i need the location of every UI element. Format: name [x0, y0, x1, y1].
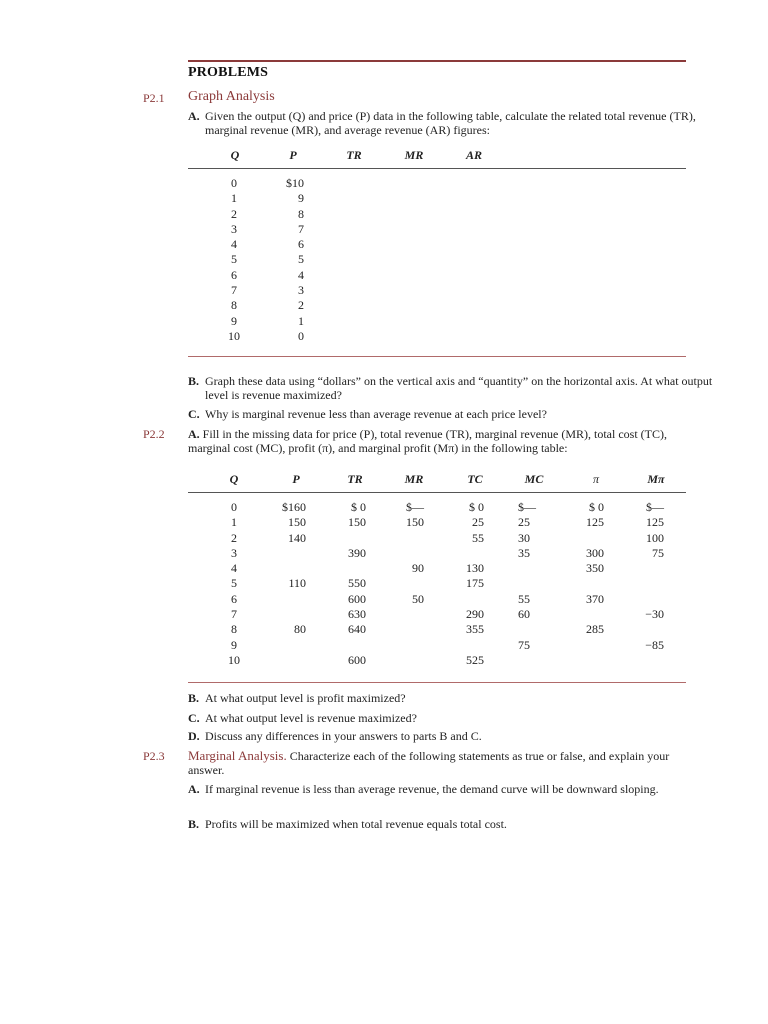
- p22-a-text: Fill in the missing data for price (P), total revenue (TR), marginal revenue (MR), total cost (TC), marginal cost (MC), profit (π), and marginal profit (Mπ) in the following table:: [188, 427, 667, 455]
- t1-p-cell: $10: [286, 176, 304, 190]
- t2-p-cell: [262, 638, 306, 653]
- p23-b-text: Profits will be maximized when total revenue equals total cost.: [205, 817, 507, 831]
- t2-tr-cell: 630: [348, 607, 366, 622]
- p23-part-b: [188, 817, 715, 831]
- t2-p-cell: 150: [288, 515, 306, 530]
- t2-column-q: [214, 500, 254, 668]
- t2-pi-cell: 350: [586, 561, 604, 576]
- t2-tr-cell: 600: [348, 652, 366, 667]
- t1-header-mr: MR: [404, 148, 424, 162]
- p22-part-d: [188, 729, 715, 743]
- t2-q-cell: 1: [231, 515, 237, 530]
- p23-intro: [188, 749, 698, 777]
- t1-header-q: Q: [230, 148, 240, 162]
- p23-b-label: B.: [188, 817, 200, 831]
- p21-part-c: [188, 407, 715, 421]
- t2-mc-cell: 60: [518, 607, 530, 622]
- t2-p-cell: [262, 607, 306, 622]
- t1-column-p: [262, 176, 304, 344]
- t1-q-cell: 5: [231, 252, 237, 267]
- p22-part-b: [188, 691, 715, 705]
- t1-q-cell: 7: [231, 283, 237, 298]
- p22-b-text: At what output level is profit maximized?: [205, 691, 406, 705]
- t2-q-cell: 6: [231, 591, 237, 606]
- t2-mpi-cell: 100: [646, 530, 664, 545]
- t2-p-cell: 140: [288, 530, 306, 545]
- t2-q-cell: 3: [231, 545, 237, 560]
- t1-bottom-rule: [188, 356, 686, 357]
- t2-tr-cell: 150: [348, 515, 366, 530]
- p21-part-b: [188, 374, 715, 402]
- t2-column-mr: [382, 500, 424, 668]
- t2-header-mpi: Mπ: [647, 472, 665, 486]
- t2-mr-cell: [382, 653, 424, 668]
- t2-header-tr: TR: [347, 472, 363, 486]
- p22-d-text: Discuss any differences in your answers to parts B and C.: [205, 729, 482, 743]
- p22-c-label: C.: [188, 711, 200, 725]
- t1-p-cell: 2: [298, 298, 304, 313]
- t2-header-p: P: [292, 472, 300, 486]
- t1-q-cell: 3: [231, 221, 237, 236]
- t2-header-tc: TC: [467, 472, 483, 486]
- t1-q-cell: 8: [231, 298, 237, 313]
- t2-mr-cell: $—: [406, 500, 424, 514]
- t2-tc-cell: $ 0: [469, 500, 484, 514]
- t2-tr-cell: 550: [348, 576, 366, 591]
- p22-d-label: D.: [188, 729, 200, 743]
- t2-mpi-cell: −30: [645, 607, 664, 622]
- t1-q-cell: 2: [231, 206, 237, 221]
- t2-pi-cell: 370: [586, 591, 604, 606]
- t1-column-q: [214, 176, 254, 344]
- t2-tr-cell: [324, 561, 366, 576]
- t2-p-cell: [262, 653, 306, 668]
- t2-pi-cell: [562, 576, 604, 591]
- t2-tr-cell: [324, 531, 366, 546]
- t2-q-cell: 7: [231, 607, 237, 622]
- t2-p-cell: $160: [282, 500, 306, 514]
- t2-mpi-cell: 125: [646, 515, 664, 530]
- p23-intro-text: Characterize each of the following statements as true or false, and explain your answer.: [188, 749, 670, 777]
- t2-pi-cell: 125: [586, 515, 604, 530]
- t1-p-cell: 3: [298, 283, 304, 298]
- t2-mr-cell: [382, 576, 424, 591]
- t2-header-mr: MR: [404, 472, 424, 486]
- p23-part-a: [188, 782, 715, 796]
- t2-column-mpi: [622, 500, 664, 668]
- p23-a-text: If marginal revenue is less than average revenue, the demand curve will be downward sloping.: [205, 782, 659, 796]
- page-heading: PROBLEMS: [188, 65, 269, 80]
- t2-mpi-cell: $—: [646, 500, 664, 514]
- t2-mc-cell: 35: [518, 545, 530, 560]
- p21-a-label: A.: [188, 109, 200, 123]
- t1-p-cell: 5: [298, 252, 304, 267]
- problem-title-p23: Marginal Analysis.: [188, 748, 287, 763]
- t1-p-cell: 1: [298, 313, 304, 328]
- t2-column-tc: [442, 500, 484, 668]
- t2-column-mc: [518, 500, 560, 668]
- t2-pi-cell: [562, 607, 604, 622]
- t2-mc-cell: [518, 561, 560, 576]
- p22-c-text: At what output level is revenue maximized?: [205, 711, 417, 725]
- t2-q-cell: 10: [228, 652, 240, 667]
- t2-column-pi: [562, 500, 604, 668]
- t2-column-p: [262, 500, 306, 668]
- t2-tc-cell: 525: [466, 652, 484, 667]
- t1-p-cell: 8: [298, 206, 304, 221]
- problem-number-p23: P2.3: [143, 749, 165, 763]
- t2-q-cell: 4: [231, 561, 237, 576]
- t2-p-cell: 110: [288, 576, 306, 591]
- problem-title-p21: Graph Analysis: [188, 89, 275, 104]
- t2-q-cell: 8: [231, 622, 237, 637]
- t1-header-ar: AR: [465, 148, 482, 162]
- t2-tc-cell: [442, 592, 484, 607]
- t2-tc-cell: 355: [466, 622, 484, 637]
- p22-part-a: [188, 427, 698, 455]
- t2-q-cell: 9: [231, 637, 237, 652]
- p22-part-c: [188, 711, 715, 725]
- p23-a-label: A.: [188, 782, 200, 796]
- t2-mc-cell: [518, 576, 560, 591]
- t1-q-cell: 0: [231, 176, 237, 190]
- t2-header-mc: MC: [524, 472, 544, 486]
- t2-mr-cell: 50: [412, 591, 424, 606]
- t2-mr-cell: [382, 531, 424, 546]
- p21-a-text: Given the output (Q) and price (P) data in the following table, calculate the related total revenue (TR), marginal revenue (MR), and average revenue (AR) figures:: [205, 109, 696, 137]
- t1-header-rule: [188, 168, 686, 169]
- t2-mr-cell: 150: [406, 515, 424, 530]
- t2-pi-cell: $ 0: [589, 500, 604, 514]
- t1-q-cell: 9: [231, 313, 237, 328]
- t2-tr-cell: [324, 638, 366, 653]
- t2-header-pi: π: [592, 472, 599, 486]
- t1-q-cell: 6: [231, 267, 237, 282]
- t2-tr-cell: 640: [348, 622, 366, 637]
- t2-pi-cell: 285: [586, 622, 604, 637]
- t1-p-cell: 0: [298, 328, 304, 343]
- t2-mpi-cell: [622, 653, 664, 668]
- t2-mr-cell: [382, 622, 424, 637]
- t2-tr-cell: 390: [348, 545, 366, 560]
- t1-p-cell: 7: [298, 221, 304, 236]
- t2-mpi-cell: [622, 561, 664, 576]
- t2-q-cell: 0: [231, 500, 237, 514]
- t2-pi-cell: [562, 531, 604, 546]
- top-rule: [188, 60, 686, 62]
- t2-tc-cell: [442, 638, 484, 653]
- t2-tr-cell: $ 0: [351, 500, 366, 514]
- p21-part-a: [188, 109, 715, 137]
- t2-tc-cell: 25: [472, 515, 484, 530]
- t2-tr-cell: 600: [348, 591, 366, 606]
- p22-b-label: B.: [188, 691, 200, 705]
- p21-c-text: Why is marginal revenue less than average revenue at each price level?: [205, 407, 547, 421]
- t2-mr-cell: [382, 638, 424, 653]
- t2-tc-cell: 175: [466, 576, 484, 591]
- p21-b-text: Graph these data using “dollars” on the vertical axis and “quantity” on the horizontal axis. At what output level is revenue maximized?: [205, 374, 713, 402]
- t2-p-cell: [262, 561, 306, 576]
- t2-mc-cell: [518, 622, 560, 637]
- t2-mpi-cell: [622, 592, 664, 607]
- t1-p-cell: 9: [298, 191, 304, 206]
- t1-q-cell: 4: [231, 237, 237, 252]
- t2-mc-cell: [518, 653, 560, 668]
- t2-mpi-cell: 75: [652, 545, 664, 560]
- t2-header-q: Q: [229, 472, 239, 486]
- problem-number-p21: P2.1: [143, 91, 165, 105]
- t2-mpi-cell: [622, 622, 664, 637]
- t2-tc-cell: 130: [466, 561, 484, 576]
- t2-tc-cell: 290: [466, 607, 484, 622]
- t2-q-cell: 5: [231, 576, 237, 591]
- problem-number-p22: P2.2: [143, 427, 165, 441]
- t2-tc-cell: 55: [472, 530, 484, 545]
- t2-pi-cell: [562, 653, 604, 668]
- t2-mpi-cell: −85: [645, 637, 664, 652]
- t1-header-tr: TR: [346, 148, 362, 162]
- t2-mpi-cell: [622, 576, 664, 591]
- t2-mr-cell: [382, 607, 424, 622]
- t2-mc-cell: 75: [518, 637, 530, 652]
- t2-p-cell: [262, 592, 306, 607]
- t2-mc-cell: 55: [518, 591, 530, 606]
- t2-header-rule: [188, 492, 686, 493]
- t2-mc-cell: $—: [518, 500, 536, 514]
- t1-q-cell: 10: [228, 328, 240, 343]
- t1-p-cell: 4: [298, 267, 304, 282]
- t2-mc-cell: 30: [518, 530, 530, 545]
- t2-p-cell: 80: [294, 622, 306, 637]
- t2-bottom-rule: [188, 682, 686, 683]
- p22-a-label: A.: [188, 427, 200, 441]
- t2-pi-cell: [562, 638, 604, 653]
- t1-p-cell: 6: [298, 237, 304, 252]
- t2-pi-cell: 300: [586, 545, 604, 560]
- t2-column-tr: [324, 500, 366, 668]
- t1-q-cell: 1: [231, 191, 237, 206]
- t2-mr-cell: 90: [412, 561, 424, 576]
- t2-mr-cell: [382, 546, 424, 561]
- t2-tc-cell: [442, 546, 484, 561]
- t2-p-cell: [262, 546, 306, 561]
- p21-b-label: B.: [188, 374, 200, 388]
- t1-header-p: P: [289, 148, 297, 162]
- t2-mc-cell: 25: [518, 515, 530, 530]
- p21-c-label: C.: [188, 407, 200, 421]
- t2-q-cell: 2: [231, 530, 237, 545]
